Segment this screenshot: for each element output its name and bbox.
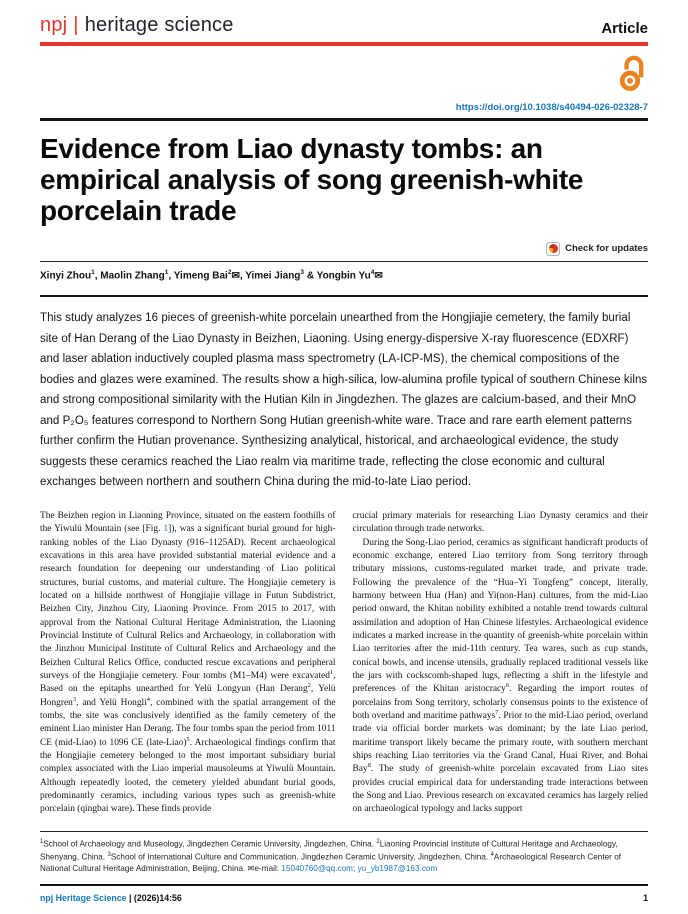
abstract-text: This study analyzes 16 pieces of greenish-white porcelain unearthed from the Hongjiajie cemetery, the family burial site of Han Derang of the Liao Dynasty in Beizhen, Liaoning. Using energy-dispersive X-ray fluorescence (EDXRF) and laser ablation inductively coupled plasma mass spectrometry (LA-ICP-MS), the chemical compositions of the bodies and glazes were examined. The results show a high-silica, low-alumina profile typical of southern Chinese kilns and strong compositional similarity with the Hutian Kiln in Jingdezhen. The glazes are calcium-based, and their MnO and P₂O₅ features correspond to Northern Song Hutian greenish-white ware. Trace and rare earth element patterns further confirm the Hutian provenance. Synthesizing analytical, historical, and archaeological evidence, the study suggests these ceramics reached the Liao realm via maritime trade, reflecting the close economic and cultural exchanges between northern and southern China during the mid-to-late Liao period. (40, 312, 648, 489)
open-access-row (40, 54, 648, 92)
inline-link[interactable]: 15040760@qq.com (281, 864, 353, 874)
doi-rule (40, 118, 648, 121)
body-paragraph: The Beizhen region in Liaoning Province, situated on the eastern foothills of the Yiwulü Mountain (see [Fig. 1]), was a significant burial ground for high-ranking nobles of the Liao Dynasty (916–1125AD). Recent archaeological excavations in this area have provided substantial material evidence and a research foundation for deepening our understanding of Liao political structures, burial customs, and material culture. The Hongjiajie cemetery is located on a hillside northwest of Hongjiajie village in Futun Subdistrict, Beizhen City, Jinzhou City, Liaoning Province. From 2015 to 2017, with approval from the National Cultural Heritage Administration, the Liaoning Provincial Institute of Cultural Relics and Archaeology, in collaboration with the Jinzhou Municipal Institute of Cultural Relics and Archaeology and the Beizhen Cultural Relics Office, conducted rescue excavations and peripheral surveys of the Hongjiajie cemetery. Four tombs (M1–M4) were excavated$^1$, Based on the epitaphs unearthed for Yelü Longyun (Han Derang$^2$, Yelü Hongren$^3$, and Yelü Hongli$^4$, combined with the spatial arrangement of the tombs, the site was conclusively identified as the family cemetery of the eminent Liao minister Han Derang. The four tombs span the period from 1011 CE (mid-Liao) to 1096 CE (late-Liao)$^5$. Archaeological findings confirm that the Hongjiajie cemetery belonged to the most important subsidiary burial complex associated with the Liao imperial mausoleums at Yiwulü Mountain. Although repeatedly looted, the cemetery yielded abundant burial goods, predominantly ceramics, including various types such as greenish-white porcelain (qingbai ware). These finds provide (40, 510, 336, 815)
body-paragraph: During the Song-Liao period, ceramics as significant handicraft products of economic exchange, entered Liao territory from Song territory through tributary missions, customs-regulated market trade, and private trade. Following the prevalence of the “Hua–Yi Tongfeng” concept, literally, harmony between Hua (Han) and Yi(non-Han) cultures, from the mid-Liao period onward, the Khitan nobility exhibited a notable trend towards cultural assimilation and adoption of Han Chinese lifestyles. Archaeological evidence indicates a marked increase in the quantity of greenish-white porcelain within Liao territories after the mid-11th century. Tea wares, such as cup stands, conical bowls, and incense utensils, gradually replaced traditional vessels like the jars with cockscomb-shaped lugs, reflecting a shift in the lifestyle and preferences of the Khitan aristocracy$^6$. Regarding the import routes of porcelains from Song territory, scholarly consensus points to the existence of both overland and maritime pathways$^7$. Prior to the mid-Liao period, overland trade via official border markets was dominant; by the late Liao period, maritime transport likely became the primary route, with southern merchant ships reaching Liao territories via the Grand Canal, Huai River, and Bohai Bay$^8$. The study of greenish-white porcelain excavated from Liao sites provides crucial empirical data for understanding trade interactions between the Song and Liao. Previous research on excavated ceramics has largely relied on archaeological typology and lacks support (352, 537, 648, 815)
journal-citation (40, 893, 182, 903)
doi-link[interactable]: https://doi.org/10.1038/s40494-026-02328-7 (455, 102, 648, 113)
article-type-label: Article (601, 20, 648, 37)
check-for-updates-button[interactable] (40, 242, 648, 256)
body-column-left (40, 510, 336, 817)
footer-rule (40, 884, 648, 887)
inline-link[interactable]: 1 (163, 524, 169, 535)
journal-logo-name: heritage science (84, 14, 234, 36)
body-columns (40, 510, 648, 817)
authors-line: Xinyi Zhou$^1$, Maolin Zhang$^1$, Yimeng Bai$^2$✉, Yimei Jiang$^3$ & Yongbin Yu$^4$✉ (40, 268, 383, 281)
masthead (40, 14, 648, 37)
affiliations-footnote: $^1$School of Archaeology and Museology, Jingdezhen Ceramic University, Jingdezhen, China. $^2$Liaoning Provincial Institute of Cultural Heritage and Archaeology, Shenyang, China. $^3$School of International Culture and Communication, Jingdezhen Ceramic University, Jingdezhen, China. $^4$Archaeological Research Center of National Cultural Heritage Administration, Beijing, China. ✉e-mail: 15040760@qq.com; yu_yb1987@163.com (40, 838, 622, 874)
page-number: 1 (643, 893, 648, 904)
article-title: Evidence from Liao dynasty tombs: an empirical analysis of song greenish-white porcelain trade (40, 132, 584, 226)
body-paragraph: crucial primary materials for researching Liao Dynasty ceramics and their circulation through trade networks. (352, 510, 648, 535)
abstract-rule-top (40, 295, 648, 298)
masthead-rule (40, 42, 648, 46)
journal-citation-name: npj Heritage Science (40, 893, 127, 904)
journal-logo-separator: | (73, 14, 79, 36)
crossmark-icon (546, 242, 560, 256)
body-column-right (353, 510, 649, 817)
open-access-lock-icon (618, 54, 648, 92)
doi-row (40, 102, 648, 113)
journal-logo (40, 14, 234, 37)
inline-link[interactable]: yu_yb1987@163.com (357, 864, 438, 874)
footnotes-rule (40, 831, 648, 832)
journal-logo-prefix: npj (40, 14, 68, 36)
page-footer (40, 893, 648, 903)
check-for-updates-label: Check for updates (565, 243, 648, 254)
journal-citation-issue: | (2026)14:56 (126, 893, 182, 904)
